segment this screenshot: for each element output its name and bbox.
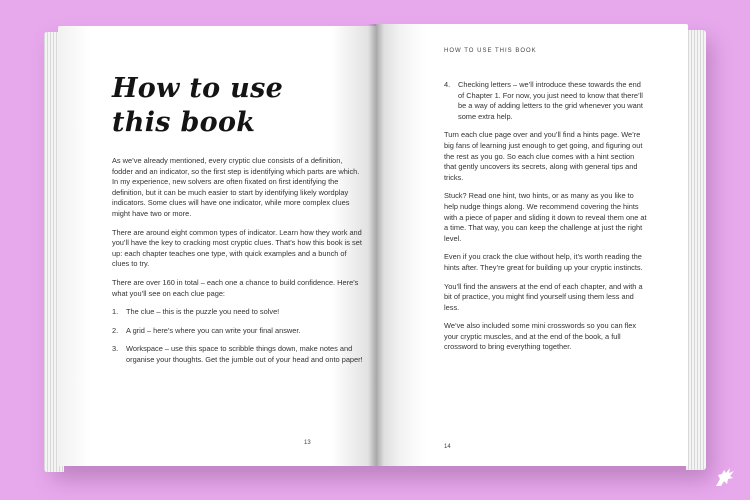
list-number: 2. xyxy=(112,325,119,335)
page-edges-right xyxy=(686,30,706,470)
title-line-1: How to use xyxy=(112,73,284,104)
left-page xyxy=(58,26,376,466)
paragraph: As we’ve already mentioned, every cryptic clue consists of a definition, fodder and an indicator, so the first step is identifying which parts are which. In my experience, new solvers are often fixated on first identifying the definition, but it can be much easier to start by identifying likely wordplay indicators. Some clues will have one indicator, while more complex clues might have two or more. xyxy=(112,156,360,218)
clue-page-list-continued xyxy=(444,80,648,122)
clue-page-list xyxy=(112,307,364,365)
list-item xyxy=(112,307,364,318)
list-number: 3. xyxy=(112,344,119,354)
running-head: HOW TO USE THIS BOOK xyxy=(444,48,537,54)
list-text: Checking letters – we’ll introduce these towards the end of Chapter 1. For now, you just need to know that there’ll be a way of adding letters to the grid whenever you want some extra help. xyxy=(458,80,643,121)
list-number: 1. xyxy=(112,307,119,317)
list-item xyxy=(444,80,648,122)
list-text: The clue – this is the puzzle you need to solve! xyxy=(126,307,280,317)
list-number: 4. xyxy=(444,80,451,89)
paragraph: We’ve also included some mini crosswords so you can flex your cryptic muscles, and at the end of the book, a full crossword to bring everything together. xyxy=(444,321,637,352)
paragraph: There are over 160 in total – each one a chance to build confidence. Here’s what you’ll see on each clue page: xyxy=(112,277,359,298)
book-gutter xyxy=(368,24,384,466)
paragraph: There are around eight common types of indicator. Learn how they work and you’ll have the key to cracking most cryptic clues. That’s how this book is set up: each chapter teaches one type, with quick examples and a bunch of clues to try. xyxy=(112,227,362,269)
page-number-right: 14 xyxy=(444,444,451,450)
list-item xyxy=(112,344,364,365)
paragraph: You’ll find the answers at the end of each chapter, and with a bit of practice, you might find yourself using them less and less. xyxy=(444,281,643,312)
pegasus-logo-icon xyxy=(710,462,740,492)
page-number-left: 13 xyxy=(304,440,311,446)
list-item xyxy=(112,326,364,337)
title-line-2: this book xyxy=(112,107,256,138)
page-title xyxy=(112,72,352,140)
right-page-body xyxy=(444,80,648,361)
left-page-body xyxy=(112,156,364,374)
list-text: A grid – here’s where you can write your final answer. xyxy=(126,325,301,335)
paragraph: Stuck? Read one hint, two hints, or as many as you like to help nudge things along. We recommend covering the hints with a piece of paper and sliding it down to reveal them one at a time. That way, you can keep the challenge at just the right level. xyxy=(444,191,647,243)
list-text: Workspace – use this space to scribble things down, make notes and organise your thoughts. Get the jumble out of your head and onto paper! xyxy=(126,344,363,364)
paragraph: Even if you crack the clue without help, it’s worth reading the hints after. They’re great for building up your cryptic instincts. xyxy=(444,252,643,272)
right-page xyxy=(376,24,688,466)
paragraph: Turn each clue page over and you’ll find a hints page. We’re big fans of learning just enough to get going, and figuring out the rest as you go. So each clue comes with a hint section that gently uncovers its secrets, along with general tips and tricks. xyxy=(444,130,643,182)
